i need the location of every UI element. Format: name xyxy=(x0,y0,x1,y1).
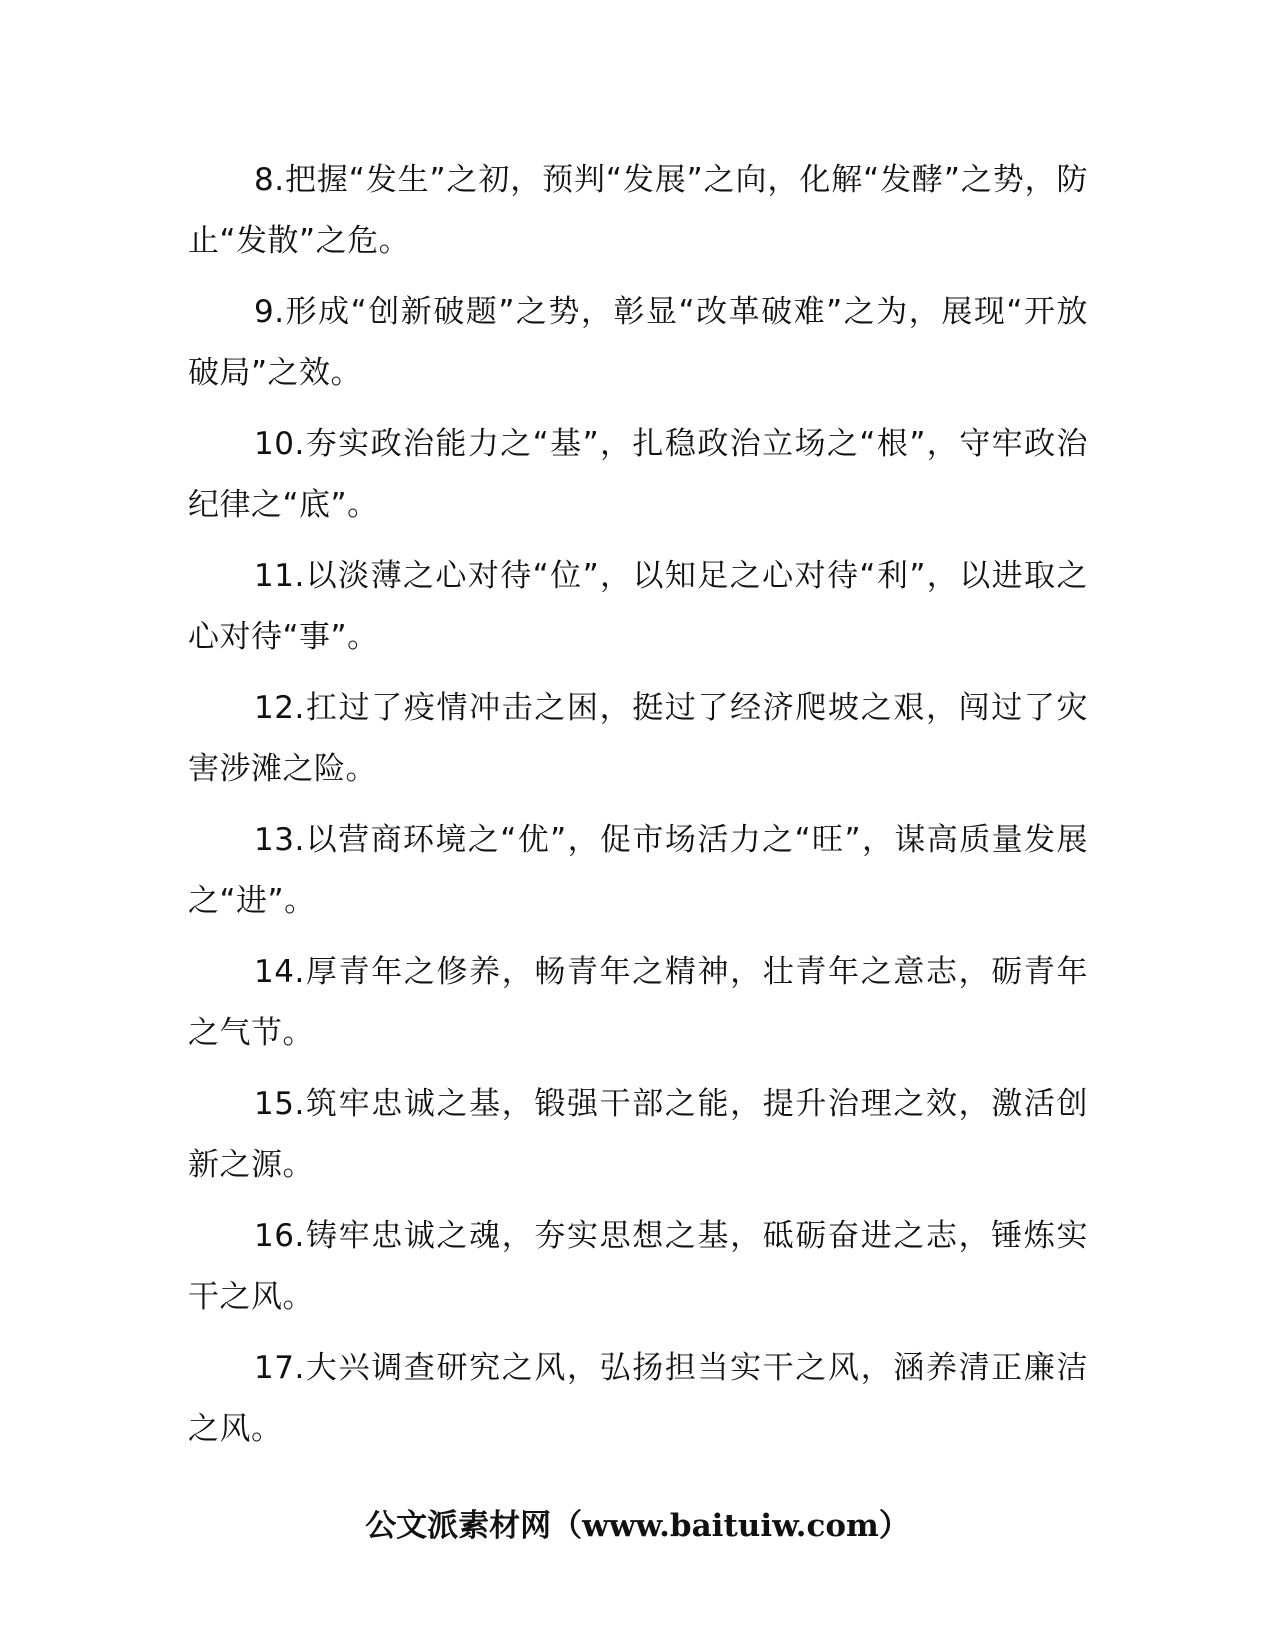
list-item: 15.筑牢忠诚之基，锻强干部之能，提升治理之效，激活创新之源。 xyxy=(188,1086,1088,1183)
list-item: 9.形成“创新破题”之势，彰显“改革破难”之为，展现“开放破局”之效。 xyxy=(188,294,1088,391)
document-body xyxy=(188,150,1088,1470)
list-item: 13.以营商环境之“优”，促市场活力之“旺”，谋高质量发展之“进”。 xyxy=(188,822,1088,919)
list-item: 10.夯实政治能力之“基”，扎稳政治立场之“根”，守牢政治纪律之“底”。 xyxy=(188,426,1088,523)
list-item: 12.扛过了疫情冲击之困，挺过了经济爬坡之艰，闯过了灾害涉滩之险。 xyxy=(188,690,1088,787)
list-item: 8.把握“发生”之初，预判“发展”之向，化解“发酵”之势，防止“发散”之危。 xyxy=(188,162,1088,259)
list-item: 14.厚青年之修养，畅青年之精神，壮青年之意志，砺青年之气节。 xyxy=(188,954,1088,1051)
list-item: 17.大兴调查研究之风，弘扬担当实干之风，涵养清正廉洁之风。 xyxy=(188,1350,1088,1447)
list-item: 11.以淡薄之心对待“位”，以知足之心对待“利”，以进取之心对待“事”。 xyxy=(188,558,1088,655)
list-item: 16.铸牢忠诚之魂，夯实思想之基，砥砺奋进之志，锤炼实干之风。 xyxy=(188,1218,1088,1315)
footer-source: 公文派素材网（www.baituiw.com） xyxy=(365,1508,910,1544)
